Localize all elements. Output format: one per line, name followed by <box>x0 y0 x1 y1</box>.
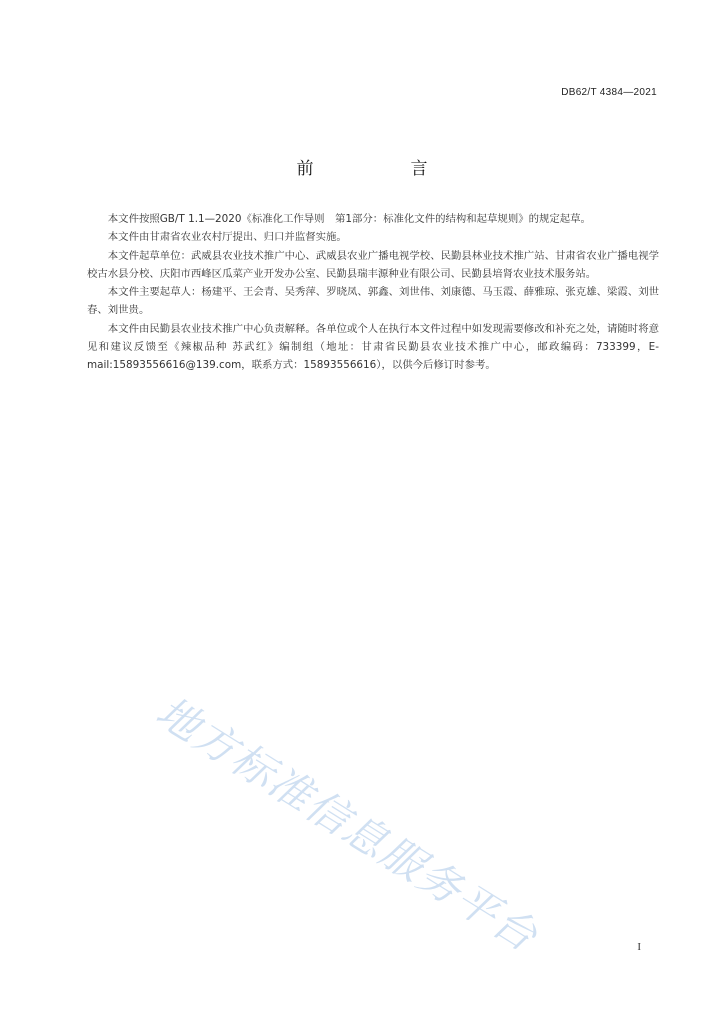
paragraph-proposer: 本文件由甘肃省农业农村厅提出、归口并监督实施。 <box>107 231 347 244</box>
standard-code: DB62/T 4384—2021 <box>561 87 657 98</box>
document-body <box>87 210 659 375</box>
page-number: I <box>637 941 641 953</box>
watermark: 地方标准信息服务平台 <box>147 686 547 962</box>
paragraph-drafting-rules: 本文件按照GB/T 1.1—2020《标准化工作导则 第1部分：标准化文件的结构和起草规则》的规定起草。 <box>107 213 591 225</box>
paragraph-interpretation: 本文件由民勤县农业技术推广中心负责解释。各单位或个人在执行本文件过程中如发现需要修改和补充之处，请随时将意见和建议反馈至《辣椒品种 苏武红》编制组（地址：甘肃省民勤县农业技术推广中心，邮政编码：733399，E-mail:15893556616@139.com，联系方式：15893556616），以供今后修订时参考。 <box>87 322 659 372</box>
page-title: 前 言 <box>296 159 468 179</box>
paragraph-drafters: 本文件主要起草人：杨建平、王会青、吴秀萍、罗晓凤、郭鑫、刘世伟、刘康德、马玉霞、薛雅琼、张克雄、梁霞、刘世春、刘世贵。 <box>87 286 659 317</box>
paragraph-drafting-units: 本文件起草单位：武威县农业技术推广中心、武威县农业广播电视学校、民勤县林业技术推广站、甘肃省农业广播电视学校古水县分校、庆阳市西峰区瓜菜产业开发办公室、民勤县瑞丰源种业有限公司、民勤县培肾农业技术服务站。 <box>87 249 659 280</box>
